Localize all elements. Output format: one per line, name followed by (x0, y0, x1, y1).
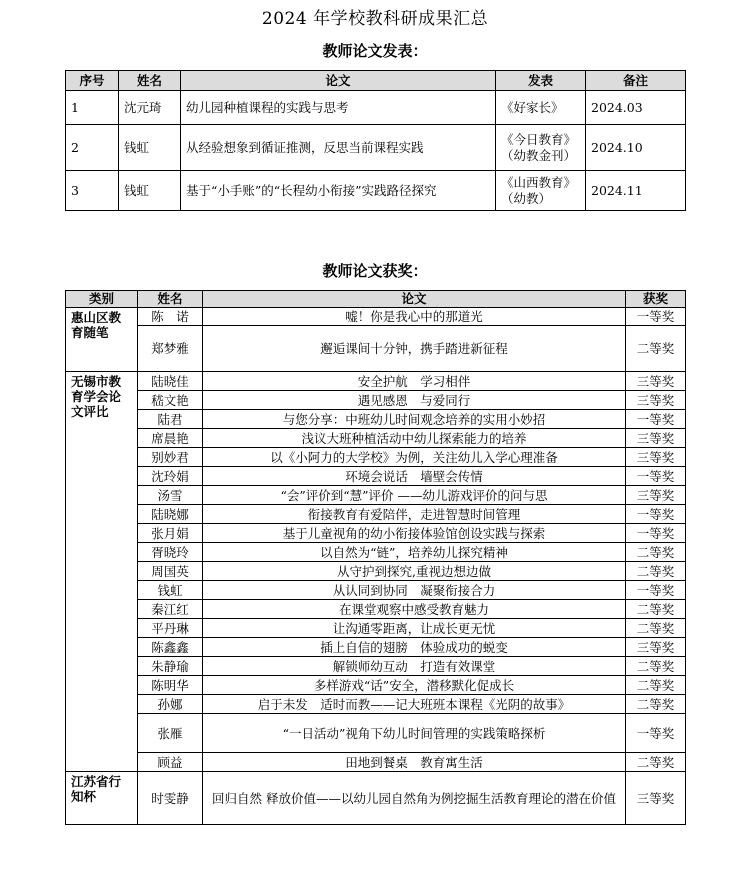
cell-award: 二等奖 (626, 326, 686, 372)
table-row (66, 429, 686, 448)
table-row (66, 619, 686, 638)
section1-heading: 教师论文发表： (322, 42, 428, 60)
table-row (66, 448, 686, 467)
cell-award: 三等奖 (626, 391, 686, 410)
cell-award: 二等奖 (626, 543, 686, 562)
cell-name: 沈元琦 (119, 91, 181, 125)
cell-paper: 从认同到协同 凝聚衔接合力 (203, 581, 626, 600)
cell-name: 陈 诺 (138, 308, 203, 326)
cell-no: 2 (66, 125, 119, 171)
cell-paper: 从经验想象到循证推测，反思当前课程实践 (181, 125, 496, 171)
cell-paper: “一日活动”视角下幼儿时间管理的实践策略探析 (203, 714, 626, 753)
table-row (66, 326, 686, 372)
cell-no: 3 (66, 171, 119, 211)
table-row (66, 714, 686, 753)
cell-paper: 启于未发 适时而教——记大班班本课程《光阴的故事》 (203, 695, 626, 714)
cell-award: 三等奖 (626, 772, 686, 825)
header-award: 获奖 (626, 291, 686, 308)
header-no: 序号 (66, 71, 119, 91)
header-name: 姓名 (119, 71, 181, 91)
cell-name: 秦江红 (138, 600, 203, 619)
cell-paper: 环境会说话 墙壁会传情 (203, 467, 626, 486)
cell-name: 周国英 (138, 562, 203, 581)
table-row (66, 543, 686, 562)
cell-name: 顾益 (138, 753, 203, 772)
cell-award: 三等奖 (626, 486, 686, 505)
table-row (66, 524, 686, 543)
cell-paper: 以《小阿力的大学校》为例，关注幼儿入学心理准备 (203, 448, 626, 467)
table-row (66, 372, 686, 391)
cell-category: 江苏省行知杯 (66, 772, 138, 825)
table-row (66, 410, 686, 429)
cell-paper: 多样游戏“话”安全，潜移默化促成长 (203, 676, 626, 695)
cell-paper: 遇见感恩 与爱同行 (203, 391, 626, 410)
cell-name: 朱静瑜 (138, 657, 203, 676)
cell-award: 二等奖 (626, 753, 686, 772)
table-row (66, 91, 686, 125)
table-row (66, 467, 686, 486)
cell-paper: 衔接教育有爱陪伴，走进智慧时间管理 (203, 505, 626, 524)
table-row (66, 753, 686, 772)
section2-heading: 教师论文获奖： (322, 262, 428, 280)
table-row (66, 676, 686, 695)
table-row (66, 505, 686, 524)
header-note: 备注 (586, 71, 686, 91)
cell-name: 别妙君 (138, 448, 203, 467)
cell-award: 一等奖 (626, 524, 686, 543)
cell-name: 郑梦雅 (138, 326, 203, 372)
cell-award: 三等奖 (626, 429, 686, 448)
cell-name: 陈鑫鑫 (138, 638, 203, 657)
cell-name: 钱虹 (119, 125, 181, 171)
table-row (66, 581, 686, 600)
cell-name: 孙娜 (138, 695, 203, 714)
cell-award: 一等奖 (626, 410, 686, 429)
cell-name: 张雁 (138, 714, 203, 753)
table-header-row (66, 291, 686, 308)
table-row (66, 486, 686, 505)
cell-paper: 邂逅课间十分钟，携手踏进新征程 (203, 326, 626, 372)
paper-publication-table (65, 70, 686, 211)
cell-award: 二等奖 (626, 695, 686, 714)
header-name: 姓名 (138, 291, 203, 308)
cell-note: 2024.10 (586, 125, 686, 171)
cell-award: 三等奖 (626, 372, 686, 391)
cell-name: 沈玲娟 (138, 467, 203, 486)
cell-name: 嵇文艳 (138, 391, 203, 410)
cell-paper: 基于儿童视角的幼小衔接体验馆创设实践与探索 (203, 524, 626, 543)
cell-paper: 从守护到探究,重视边想边做 (203, 562, 626, 581)
table-row (66, 562, 686, 581)
cell-paper: 回归自然 释放价值——以幼儿园自然角为例挖掘生活教育理论的潜在价值 (203, 772, 626, 825)
cell-award: 二等奖 (626, 600, 686, 619)
cell-paper: 田地到餐桌 教育寓生活 (203, 753, 626, 772)
cell-award: 一等奖 (626, 505, 686, 524)
cell-paper: 与您分享：中班幼儿时间观念培养的实用小妙招 (203, 410, 626, 429)
table-row (66, 657, 686, 676)
cell-name: 钱虹 (138, 581, 203, 600)
table-row (66, 695, 686, 714)
cell-name: 陆晓佳 (138, 372, 203, 391)
cell-award: 一等奖 (626, 467, 686, 486)
cell-category: 无锡市教育学会论文评比 (66, 372, 138, 772)
cell-name: 汤雪 (138, 486, 203, 505)
cell-award: 二等奖 (626, 676, 686, 695)
cell-award: 二等奖 (626, 657, 686, 676)
cell-publication: 《今日教育》（幼教金刊） (496, 125, 586, 171)
cell-paper: 幼儿园种植课程的实践与思考 (181, 91, 496, 125)
table-row (66, 171, 686, 211)
table-row (66, 308, 686, 326)
header-paper: 论文 (181, 71, 496, 91)
table-row (66, 125, 686, 171)
cell-name: 陆君 (138, 410, 203, 429)
table-header-row (66, 71, 686, 91)
cell-publication: 《好家长》 (496, 91, 586, 125)
cell-name: 陈明华 (138, 676, 203, 695)
cell-award: 二等奖 (626, 562, 686, 581)
cell-paper: 让沟通零距离，让成长更无忧 (203, 619, 626, 638)
cell-paper: 嘘！你是我心中的那道光 (203, 308, 626, 326)
cell-award: 一等奖 (626, 714, 686, 753)
cell-paper: “会”评价到“慧”评价 ——幼儿游戏评价的问与思 (203, 486, 626, 505)
cell-paper: 解锁师幼互动 打造有效课堂 (203, 657, 626, 676)
table-row (66, 600, 686, 619)
cell-name: 张月娟 (138, 524, 203, 543)
cell-no: 1 (66, 91, 119, 125)
cell-name: 平丹琳 (138, 619, 203, 638)
cell-paper: 安全护航 学习相伴 (203, 372, 626, 391)
cell-note: 2024.03 (586, 91, 686, 125)
cell-award: 一等奖 (626, 581, 686, 600)
table-row (66, 638, 686, 657)
cell-award: 一等奖 (626, 308, 686, 326)
header-category: 类别 (66, 291, 138, 308)
header-publication: 发表 (496, 71, 586, 91)
cell-name: 席晨艳 (138, 429, 203, 448)
cell-category: 惠山区教育随笔 (66, 308, 138, 372)
paper-award-table (65, 290, 686, 825)
table-row (66, 391, 686, 410)
cell-name: 时雯静 (138, 772, 203, 825)
cell-paper: 以自然为“链”，培养幼儿探究精神 (203, 543, 626, 562)
document-title: 2024 年学校教科研成果汇总 (261, 9, 489, 29)
cell-name: 陆晓娜 (138, 505, 203, 524)
cell-paper: 基于“小手账”的“长程幼小衔接”实践路径探究 (181, 171, 496, 211)
cell-award: 二等奖 (626, 619, 686, 638)
header-paper: 论文 (203, 291, 626, 308)
cell-award: 三等奖 (626, 638, 686, 657)
table-row (66, 772, 686, 825)
cell-name: 钱虹 (119, 171, 181, 211)
cell-paper: 浅议大班种植活动中幼儿探索能力的培养 (203, 429, 626, 448)
cell-note: 2024.11 (586, 171, 686, 211)
cell-publication: 《山西教育》（幼教） (496, 171, 586, 211)
cell-paper: 在课堂观察中感受教育魅力 (203, 600, 626, 619)
cell-name: 胥晓玲 (138, 543, 203, 562)
cell-award: 三等奖 (626, 448, 686, 467)
cell-paper: 插上自信的翅膀 体验成功的蜕变 (203, 638, 626, 657)
